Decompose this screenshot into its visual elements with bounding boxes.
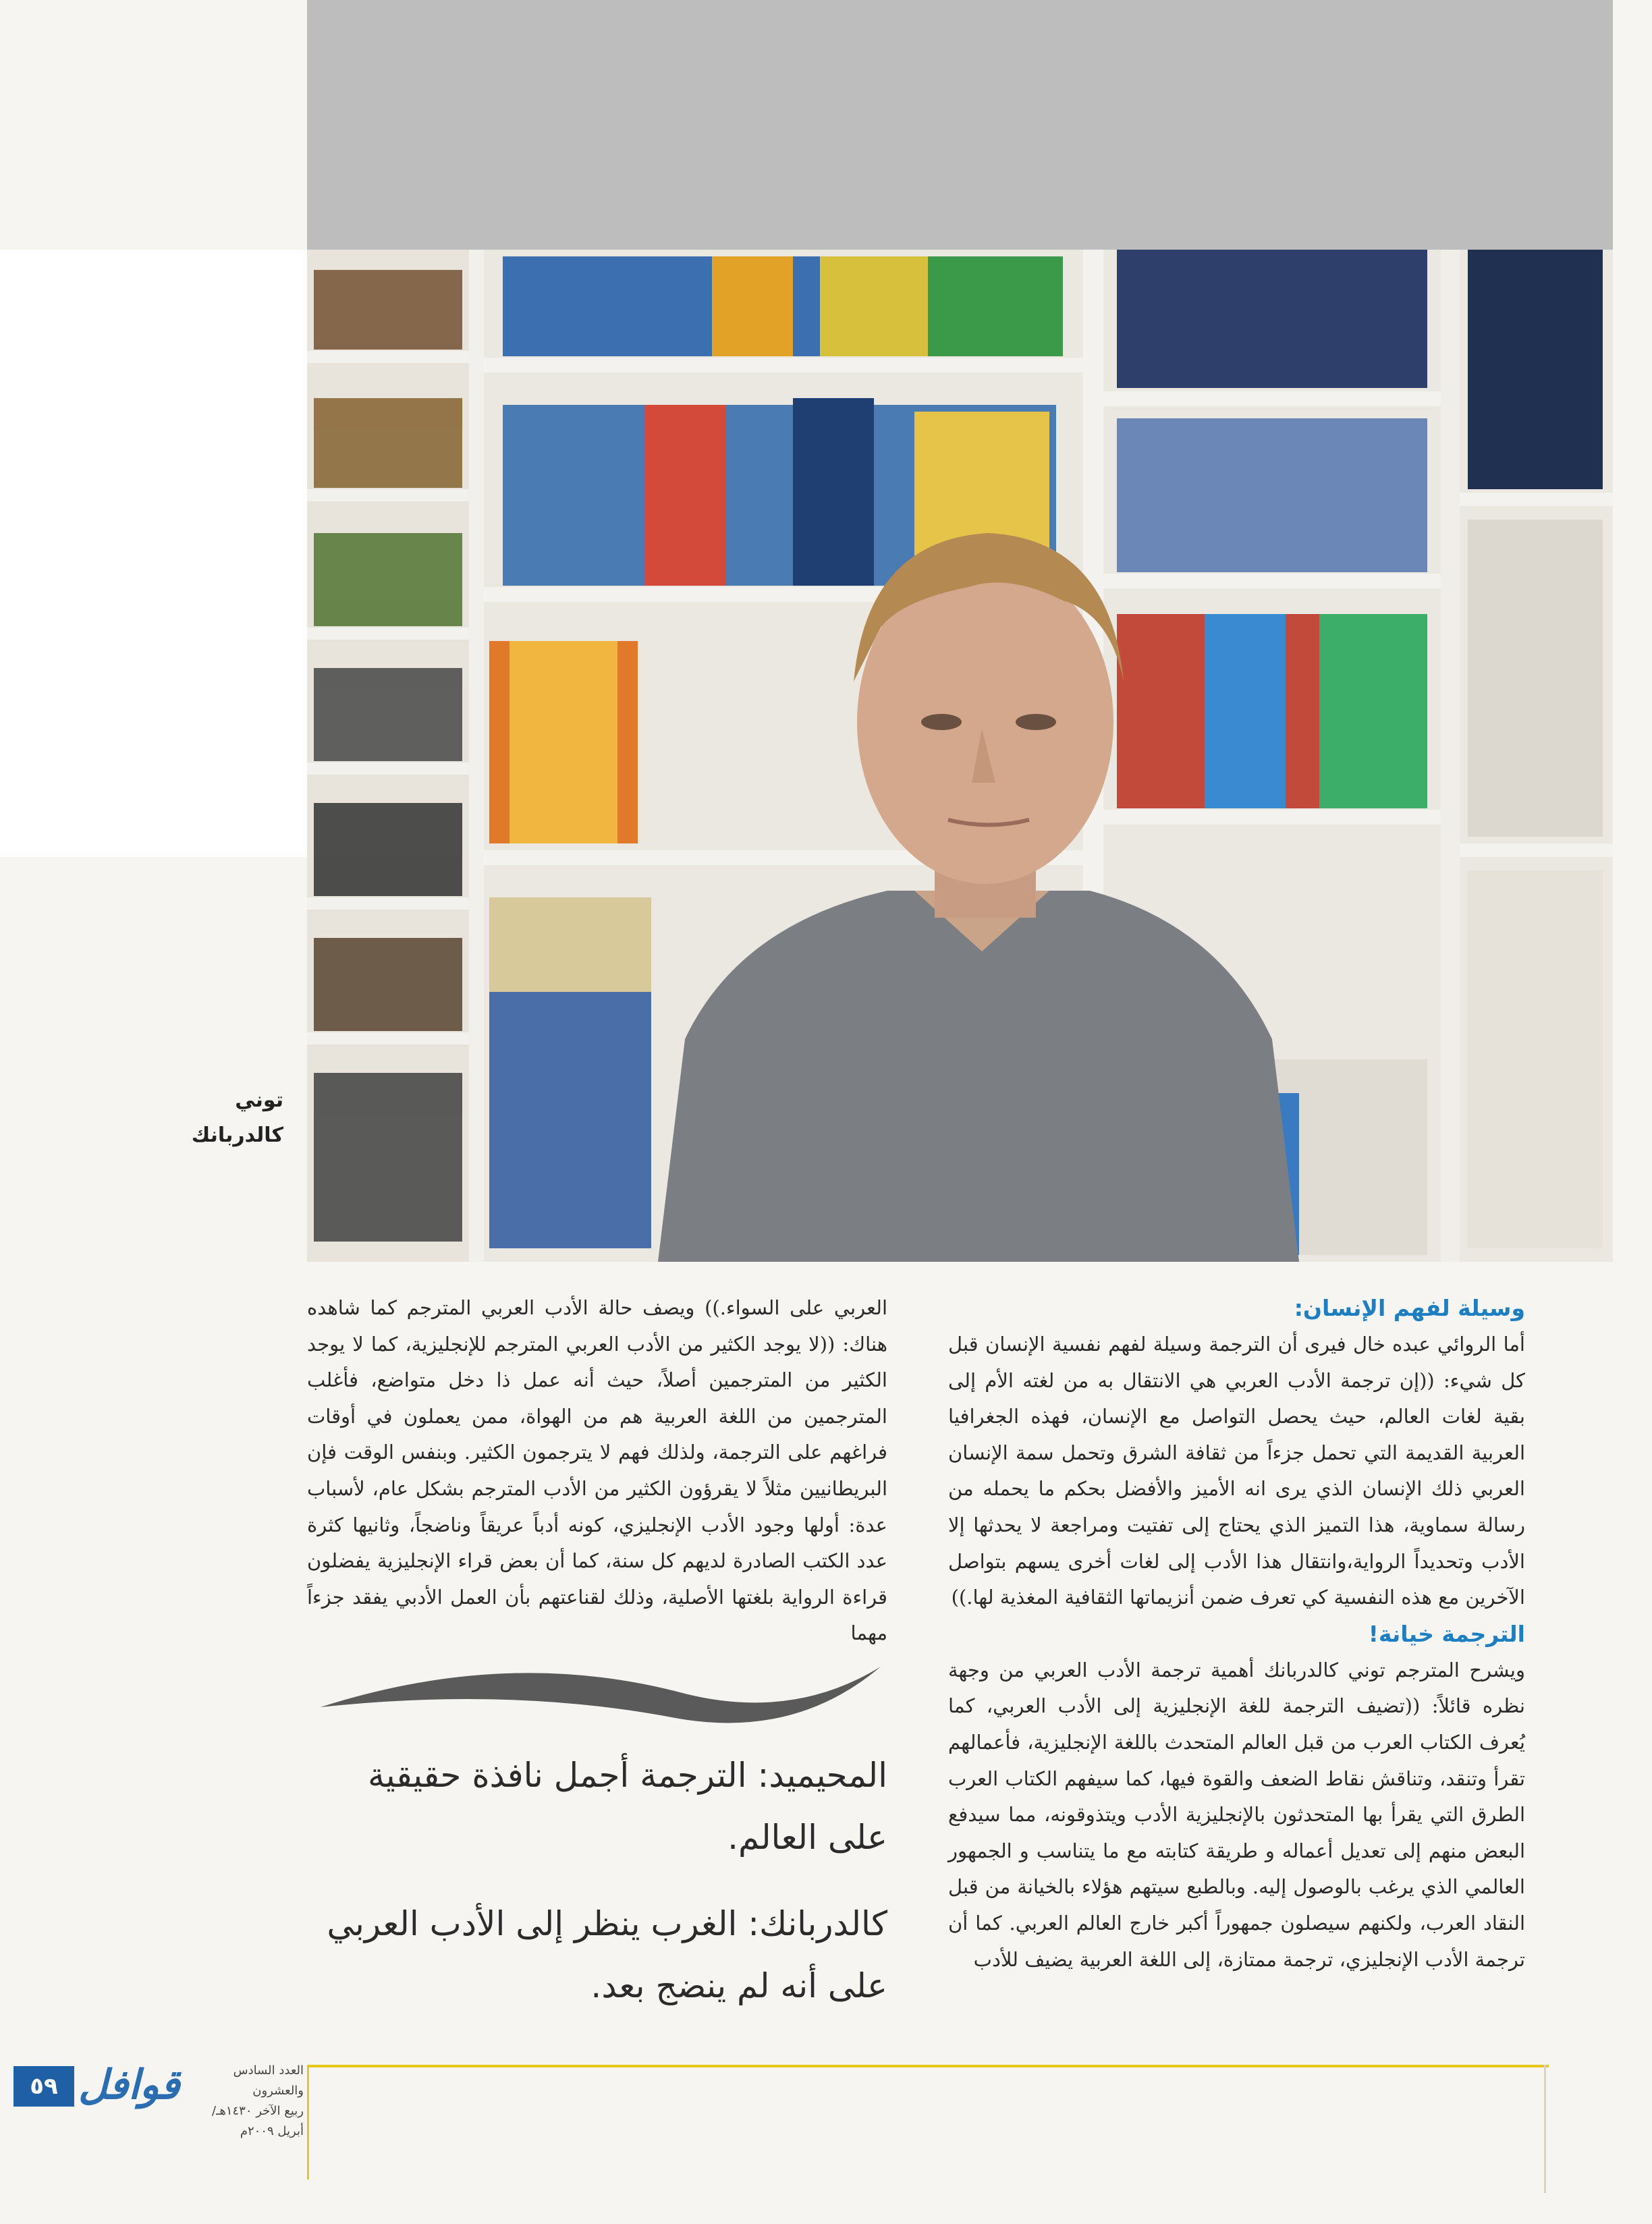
footer-right-rule bbox=[1544, 2065, 1546, 2193]
section-heading-2: الترجمة خيانة! bbox=[1368, 1620, 1525, 1647]
pull-quote-2: كالدربانك: الغرب ينظر إلى الأدب العربي على أنه لم ينضج بعد. bbox=[327, 1904, 887, 2005]
issue-info bbox=[182, 2061, 304, 2142]
photo-caption bbox=[135, 1083, 283, 1153]
page-number: ٥٩ bbox=[13, 2066, 74, 2107]
left-white-panel bbox=[0, 250, 307, 857]
article-paragraph-3: العربي على السواء.)) ويصف حالة الأدب العربي المترجم كما شاهده هناك: ((لا يوجد الكثير من الأدب العربي المترجم للإنجليزية، كما لا يوجد الكثير من المترجمين أصلاً، حيث أنه عمل ذا دخل متواضع، فأغلب المترجمين من اللغة العربية هم من الهواة، ممن يعملون في أوقات فراغهم على الترجمة، ولذلك فهم لا يترجمون الكثير. وبنفس الوقت فإن البريطانيين مثلاً لا يقرؤون الكثير من الأدب المترجم بشكل عام، لأسباب عدة: أولها وجود الأدب الإنجليزي، كونه أدباً عريقاً وناضجاً، وثانيها كثرة عدد الكتب الصادرة لديهم كل سنة، كما أن بعض قراء الإنجليزية يفضلون قراءة الرواية بلغتها الأصلية، وذلك لقناعتهم بأن العمل الأدبي يفقد جزءاً مهما bbox=[307, 1296, 887, 1645]
article-paragraph-1: أما الروائي عبده خال فيرى أن الترجمة وسيلة لفهم نفسية الإنسان قبل كل شيء: ((إن ترجمة الأدب العربي هي الانتقال به من لغته الأم إلى بقية لغات العالم، حيث يحصل التواصل مع الإنسان، فهذه الجغرافيا العربية القديمة التي تحمل جزءاً من ثقافة الشرق وتحمل سمة الإنسان العربي ذلك الإنسان الذي يرى انه الأميز والأفضل بحكم ما يحمله من رسالة سماوية، هذا التميز الذي يحتاج إلى تفتيت ومراجعة لا يحدثها إلا الأدب وتحديداً الرواية،وانتقال هذا الأدب إلى لغات أخرى يسهم بتواصل الآخرين مع هذه النفسية كي تعرف ضمن أنزيماتها الثقافية المغذية لها.)) bbox=[948, 1333, 1525, 1609]
footer-rule bbox=[307, 2065, 1549, 2067]
article-left-column bbox=[307, 1290, 887, 1652]
top-gray-block bbox=[307, 0, 1613, 250]
issue-number: العدد السادس والعشرون bbox=[233, 2063, 304, 2098]
footer-left-rule bbox=[307, 2065, 309, 2179]
portrait-photo bbox=[307, 250, 1613, 1262]
article-paragraph-2: ويشرح المترجم توني كالدربانك أهمية ترجمة الأدب العربي من وجهة نظره قائلاً: ((تضيف الترجمة للغة الإنجليزية إلى الأدب العربي، كما يُعرف الكتاب العرب من قبل العالم المتحدث باللغة الإنجليزية، فأعمالهم تقرأ وتنقد، وتناقش نقاط الضعف والقوة فيها، كما سيفهم الكتاب العرب الطرق التي يقرأ بها المتحدثون بالإنجليزية الأدب ويتذوقونه، مما سيدفع البعض منهم إلى تعديل أعماله و طريقة كتابته مع ما يتناسب و الجمهور العالمي الذي يرغب بالوصول إليه. وبالطبع سيتهم هؤلاء بالخيانة من قبل النقاد العرب، ولكنهم سيصلون جمهوراً أكبر خارج العالم العربي. كما أن ترجمة الأدب الإنجليزي، ترجمة ممتازة، إلى اللغة العربية يضيف للأدب bbox=[948, 1658, 1525, 1971]
pull-quote-1: المحيميد: الترجمة أجمل نافذة حقيقية على العالم. bbox=[367, 1756, 887, 1857]
caption-line-2: كالدربانك bbox=[191, 1123, 283, 1147]
caption-line-1: توني bbox=[235, 1088, 283, 1112]
magazine-logo: قوافل bbox=[78, 2061, 180, 2109]
issue-date: ربيع الآخر ١٤٣٠هـ/ أبريل ٢٠٠٩م bbox=[212, 2104, 304, 2138]
section-heading-1: وسيلة لفهم الإنسان: bbox=[1294, 1295, 1525, 1321]
article-right-column bbox=[948, 1290, 1525, 1978]
swoosh-ornament bbox=[307, 1653, 887, 1741]
